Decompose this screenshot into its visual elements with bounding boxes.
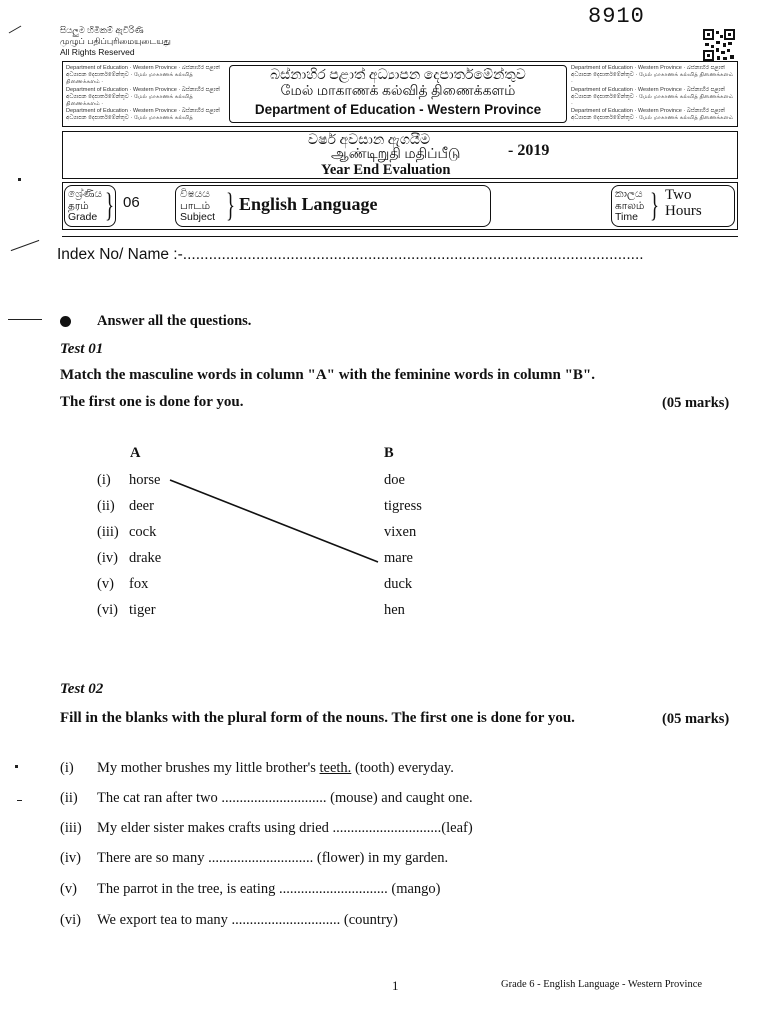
column-a-word: drake: [129, 550, 162, 566]
column-b-word: doe: [384, 472, 405, 488]
instruction-text: Answer all the questions.: [97, 313, 252, 329]
time-value-line2: Hours: [665, 203, 702, 219]
brace-icon: }: [226, 187, 235, 224]
footer-text: Grade 6 - English Language - Western Province: [501, 979, 703, 990]
scan-mark: [8, 319, 42, 320]
grade-label-tamil: தரம்: [68, 199, 89, 212]
question-number: (vi): [60, 912, 81, 928]
time-label-english: Time: [615, 211, 638, 223]
fill-sentence[interactable]: The parrot in the tree, is eating .............................. (mango): [97, 881, 441, 897]
test2-marks: (05 marks): [662, 711, 730, 727]
scan-mark: [17, 800, 22, 801]
evaluation-sinhala: වර්ෂ අවසාන ඇගයීම: [308, 133, 431, 148]
question-number: (ii): [60, 790, 78, 806]
time-label-tamil: காலம்: [615, 199, 645, 212]
column-b-word: mare: [384, 550, 413, 566]
question-number: (iv): [60, 850, 81, 866]
grade-label-sinhala: ශ්‍රේණිය: [68, 188, 102, 200]
time-label-sinhala: කාලය: [615, 188, 643, 200]
evaluation-title: Year End Evaluation: [321, 162, 451, 178]
page-number: 1: [392, 978, 399, 993]
example-answer: teeth.: [319, 760, 352, 776]
match-row-number: (vi): [97, 602, 118, 618]
column-a-word: deer: [129, 498, 154, 514]
column-a-word: horse: [129, 472, 161, 488]
copyright-tamil: முழுப் பதிப்புரிமையுடையது: [60, 36, 171, 46]
watermark-text-right: Department of Education · Western Province · බස්නාහිර පළාත් අධ්‍යාපන දෙපාර්තමේන්තුව · மேல் மாகாணக் கல்வித் திணைக்களம் · Department of Education · Western Province · බස්නාහිර පළාත් අධ්‍යාපන දෙපාර්තමේන්තුව · மேல் மாகாணக் கல்வித் திணைக்களம் · Department of Education · Western Province · බස්නාහිර පළාත් අධ්‍යාපන දෙපාර්තමේන්තුව · மேல் மாகாணக் கல்வித் திணைக்களம்: [571, 65, 734, 122]
department-tamil: மேல் மாகாணக் கல்வித் திணைக்களம்: [280, 84, 516, 99]
column-a-word: fox: [129, 576, 149, 592]
time-value-line1: Two: [665, 187, 692, 203]
fill-sentence[interactable]: There are so many ............................. (flower) in my garden.: [97, 850, 449, 866]
serial-number: 8910: [588, 4, 645, 29]
department-sinhala: බස්නාහිර පළාත් අධ්‍යාපන දෙපාර්තමේන්තුව: [270, 68, 526, 83]
copyright-english: All Rights Reserved: [60, 47, 135, 57]
match-row-number: (i): [97, 472, 111, 488]
fill-sentence: My mother brushes my little brother's teeth. (tooth) everyday.: [97, 760, 454, 776]
scan-mark: [15, 765, 18, 768]
scan-mark: [18, 178, 21, 181]
match-row-number: (iii): [97, 524, 119, 540]
question-number: (i): [60, 760, 74, 776]
brace-icon: }: [105, 187, 114, 224]
test2-title: Test 02: [60, 681, 104, 697]
department-english: Department of Education - Western Province: [254, 102, 542, 117]
test1-marks: (05 marks): [662, 395, 730, 411]
column-b-word: hen: [384, 602, 405, 618]
brace-icon: }: [650, 187, 659, 224]
watermark-text-left: Department of Education · Western Province · බස්නාහිර පළාත් අධ්‍යාපන දෙපාර්තමේන්තුව · மேல் மாகாணக் கல்வித் திணைக்களம் · Department of Education · Western Province · බස්නාහිර පළාත් අධ්‍යාපන දෙපාර්තමේන්තුව · மேல் மாகாணக் கல்வித் திணைக்களம் · Department of Education · Western Province · බස්නාහිර පළාත් අධ්‍යාපන දෙපාර්තමේන්තුව · மேல் மாகாணக் கல்வித்: [66, 65, 221, 122]
grade-value: 06: [123, 194, 140, 211]
test1-note: The first one is done for you.: [60, 394, 244, 410]
copyright-sinhala: සියලුම හිමිකම් ඇවිරිණි: [60, 25, 144, 35]
question-number: (v): [60, 881, 77, 897]
test2-question: Fill in the blanks with the plural form of the nouns. The first one is done for you.: [60, 710, 575, 726]
fill-sentence[interactable]: We export tea to many .............................. (country): [97, 912, 398, 928]
column-b-word: vixen: [384, 524, 417, 540]
fill-sentence[interactable]: The cat ran after two ............................. (mouse) and caught one.: [97, 790, 473, 806]
column-b-word: tigress: [384, 498, 422, 514]
subject-label-sinhala: විෂයය: [180, 188, 210, 200]
match-row-number: (ii): [97, 498, 115, 514]
match-row-number: (iv): [97, 550, 118, 566]
subject-label-tamil: பாடம்: [180, 199, 211, 212]
subject-label-english: Subject: [180, 211, 216, 223]
subject-value: English Language: [239, 194, 378, 214]
column-b-word: duck: [384, 576, 413, 592]
evaluation-tamil: ஆண்டிறுதி மதிப்பீடு: [331, 147, 461, 162]
test1-question: Match the masculine words in column "A" with the feminine words in column "B".: [60, 367, 595, 383]
column-a-header: A: [130, 445, 141, 461]
column-a-word: tiger: [129, 602, 156, 618]
question-number: (iii): [60, 820, 82, 836]
grade-label-english: Grade: [68, 211, 98, 223]
match-row-number: (v): [97, 576, 114, 592]
column-b-header: B: [384, 445, 394, 461]
index-name-field[interactable]: Index No/ Name :-...........................................................................................................: [57, 246, 644, 263]
evaluation-year: - 2019: [508, 142, 550, 159]
column-a-word: cock: [129, 524, 157, 540]
test1-title: Test 01: [60, 341, 104, 357]
fill-sentence[interactable]: My elder sister makes crafts using dried ..............................(leaf): [97, 820, 473, 836]
